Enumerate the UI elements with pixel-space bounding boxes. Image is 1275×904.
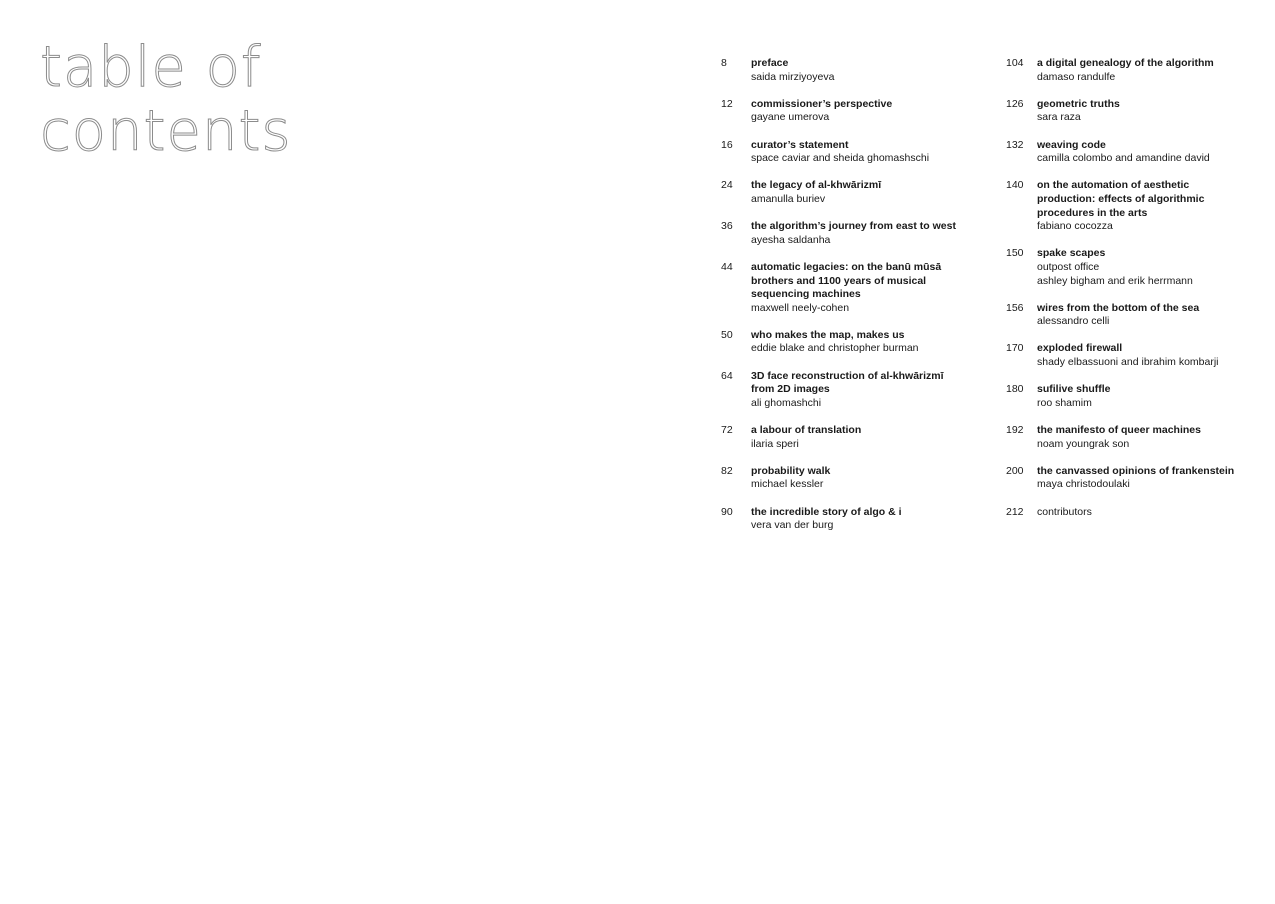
toc-entry-author: amanulla buriev (751, 192, 826, 205)
toc-entry-title: weaving code (1037, 138, 1106, 151)
toc-entry-title: commissioner’s perspective (751, 97, 893, 110)
toc-entry (721, 261, 971, 315)
toc-page-number: 36 (721, 220, 733, 233)
toc-page-number: 8 (721, 57, 727, 69)
toc-entry (1006, 302, 1266, 329)
toc-entry-text (751, 179, 971, 206)
toc-entry-author: maya christodoulaki (1037, 478, 1130, 491)
toc-entry-author: camilla colombo and amandine david (1037, 152, 1210, 165)
toc-entry-title: wires from the bottom of the sea (1037, 301, 1200, 314)
toc-entry-author: shady elbassuoni and ibrahim kombarji (1037, 356, 1219, 369)
toc-entry (721, 329, 971, 356)
toc-entry (1006, 179, 1266, 233)
toc-page-number: 156 (1006, 301, 1024, 314)
toc-entry-title: the incredible story of algo & i (751, 505, 902, 518)
page-title-line-1: table of (40, 35, 262, 100)
toc-entry-text (1037, 57, 1266, 84)
toc-entry-text (751, 261, 971, 315)
toc-page-number: 132 (1006, 138, 1024, 151)
toc-page-number: 192 (1006, 424, 1024, 437)
toc-page-number: 200 (1006, 464, 1024, 477)
toc-entry-title: on the automation of aesthetic production: effects of algorithmic procedures in the arts (1037, 179, 1205, 219)
toc-entry-title: the canvassed opinions of frankenstein (1037, 464, 1235, 477)
toc-entry-author: ali ghomashchi (751, 396, 822, 409)
toc-entry-author: outpost office ashley bigham and erik herrmann (1037, 260, 1193, 287)
toc-entry-title: preface (751, 57, 789, 69)
toc-entry-author: space caviar and sheida ghomashschi (751, 152, 930, 165)
toc-entry-text (1037, 383, 1266, 410)
toc-entry (721, 465, 971, 492)
toc-entry (721, 139, 971, 166)
toc-entry (1006, 465, 1266, 492)
toc-entry (1006, 139, 1266, 166)
page-title (40, 36, 292, 164)
toc-entry-author: sara raza (1037, 111, 1081, 124)
toc-entry-text (751, 139, 971, 166)
toc-page-number: 104 (1006, 57, 1024, 69)
toc-entry (721, 98, 971, 125)
toc-page-number: 170 (1006, 342, 1024, 355)
toc-entry-text (1037, 139, 1266, 166)
toc-page-number: 12 (721, 97, 733, 110)
toc-entry-author: eddie blake and christopher burman (751, 342, 919, 355)
toc-entry (721, 424, 971, 451)
toc-entry-author: saida mirziyoyeva (751, 70, 835, 83)
toc-entry-author: gayane umerova (751, 111, 830, 124)
toc-entry (1006, 57, 1266, 84)
toc-entry (721, 506, 971, 533)
toc-page-number: 64 (721, 369, 733, 382)
toc-entry (1006, 424, 1266, 451)
toc-entry-author: damaso randulfe (1037, 70, 1116, 83)
toc-entry-author: vera van der burg (751, 519, 834, 532)
toc-page-number: 140 (1006, 179, 1024, 192)
toc-entry-title: the legacy of al-khwārizmī (751, 179, 882, 192)
toc-entry (1006, 506, 1266, 520)
toc-page-number: 72 (721, 424, 733, 437)
toc-entry-author: noam youngrak son (1037, 437, 1130, 450)
toc-entry-title: probability walk (751, 464, 831, 477)
toc-entry (1006, 383, 1266, 410)
toc-entry-author: ayesha saldanha (751, 233, 831, 246)
toc-entry-text (1037, 506, 1266, 520)
toc-entry-text (1037, 98, 1266, 125)
toc-entry-text (751, 98, 971, 125)
toc-entry-title: the manifesto of queer machines (1037, 424, 1201, 437)
toc-entry-text (1037, 247, 1266, 288)
toc-entry-title: geometric truths (1037, 97, 1120, 110)
toc-entry-text (1037, 302, 1266, 329)
toc-page-number: 126 (1006, 97, 1024, 110)
toc-entry-title: who makes the map, makes us (751, 328, 905, 341)
toc-page-number: 16 (721, 138, 733, 151)
toc-entry-author: fabiano cocozza (1037, 220, 1113, 233)
toc-entry (721, 220, 971, 247)
toc-entry-text (751, 57, 971, 84)
toc-entry-title: 3D face reconstruction of al-khwārizmī from 2D images (751, 369, 944, 396)
toc-entry-author: roo shamim (1037, 396, 1092, 409)
toc-entry (1006, 98, 1266, 125)
toc-page-number: 180 (1006, 383, 1024, 396)
toc-entry (721, 370, 971, 411)
toc-entry-title: a labour of translation (751, 424, 862, 437)
toc-entry-title: the algorithm’s journey from east to west (751, 220, 956, 233)
page-title-line-2: contents (40, 99, 292, 164)
toc-entry (721, 179, 971, 206)
toc-right-column (1006, 57, 1266, 533)
toc-page-number: 50 (721, 328, 733, 341)
toc-entry-text (1037, 179, 1266, 233)
toc-entry (1006, 342, 1266, 369)
toc-page-number: 150 (1006, 247, 1024, 260)
toc-entry-text (751, 506, 971, 533)
toc-page-number: 24 (721, 179, 733, 192)
toc-entry-text (1037, 465, 1266, 492)
toc-entry-text (1037, 424, 1266, 451)
toc-entry (1006, 247, 1266, 288)
toc-page-number: 82 (721, 464, 733, 477)
toc-entry-title: a digital genealogy of the algorithm (1037, 57, 1214, 69)
toc-entry-author: alessandro celli (1037, 315, 1110, 328)
toc-entry-title: contributors (1037, 505, 1092, 518)
toc-entry-title: automatic legacies: on the banū mūsā brothers and 1100 years of musical sequencing machines (751, 260, 942, 301)
toc-entry-title: sufilive shuffle (1037, 383, 1111, 396)
toc-entry-text (1037, 342, 1266, 369)
toc-page-number: 44 (721, 260, 733, 273)
toc-entry-text (751, 465, 971, 492)
toc-page-number: 212 (1006, 505, 1024, 518)
toc-entry-author: maxwell neely-cohen (751, 301, 850, 314)
toc-left-column (721, 57, 971, 546)
toc-entry (721, 57, 971, 84)
toc-entry-title: curator’s statement (751, 138, 849, 151)
toc-entry-author: ilaria speri (751, 437, 799, 450)
toc-entry-text (751, 370, 971, 411)
toc-entry-text (751, 329, 971, 356)
toc-entry-author: michael kessler (751, 478, 824, 491)
toc-page-number: 90 (721, 505, 733, 518)
toc-entry-title: exploded firewall (1037, 342, 1123, 355)
toc-entry-text (751, 220, 971, 247)
toc-entry-text (751, 424, 971, 451)
toc-entry-title: spake scapes (1037, 247, 1106, 260)
